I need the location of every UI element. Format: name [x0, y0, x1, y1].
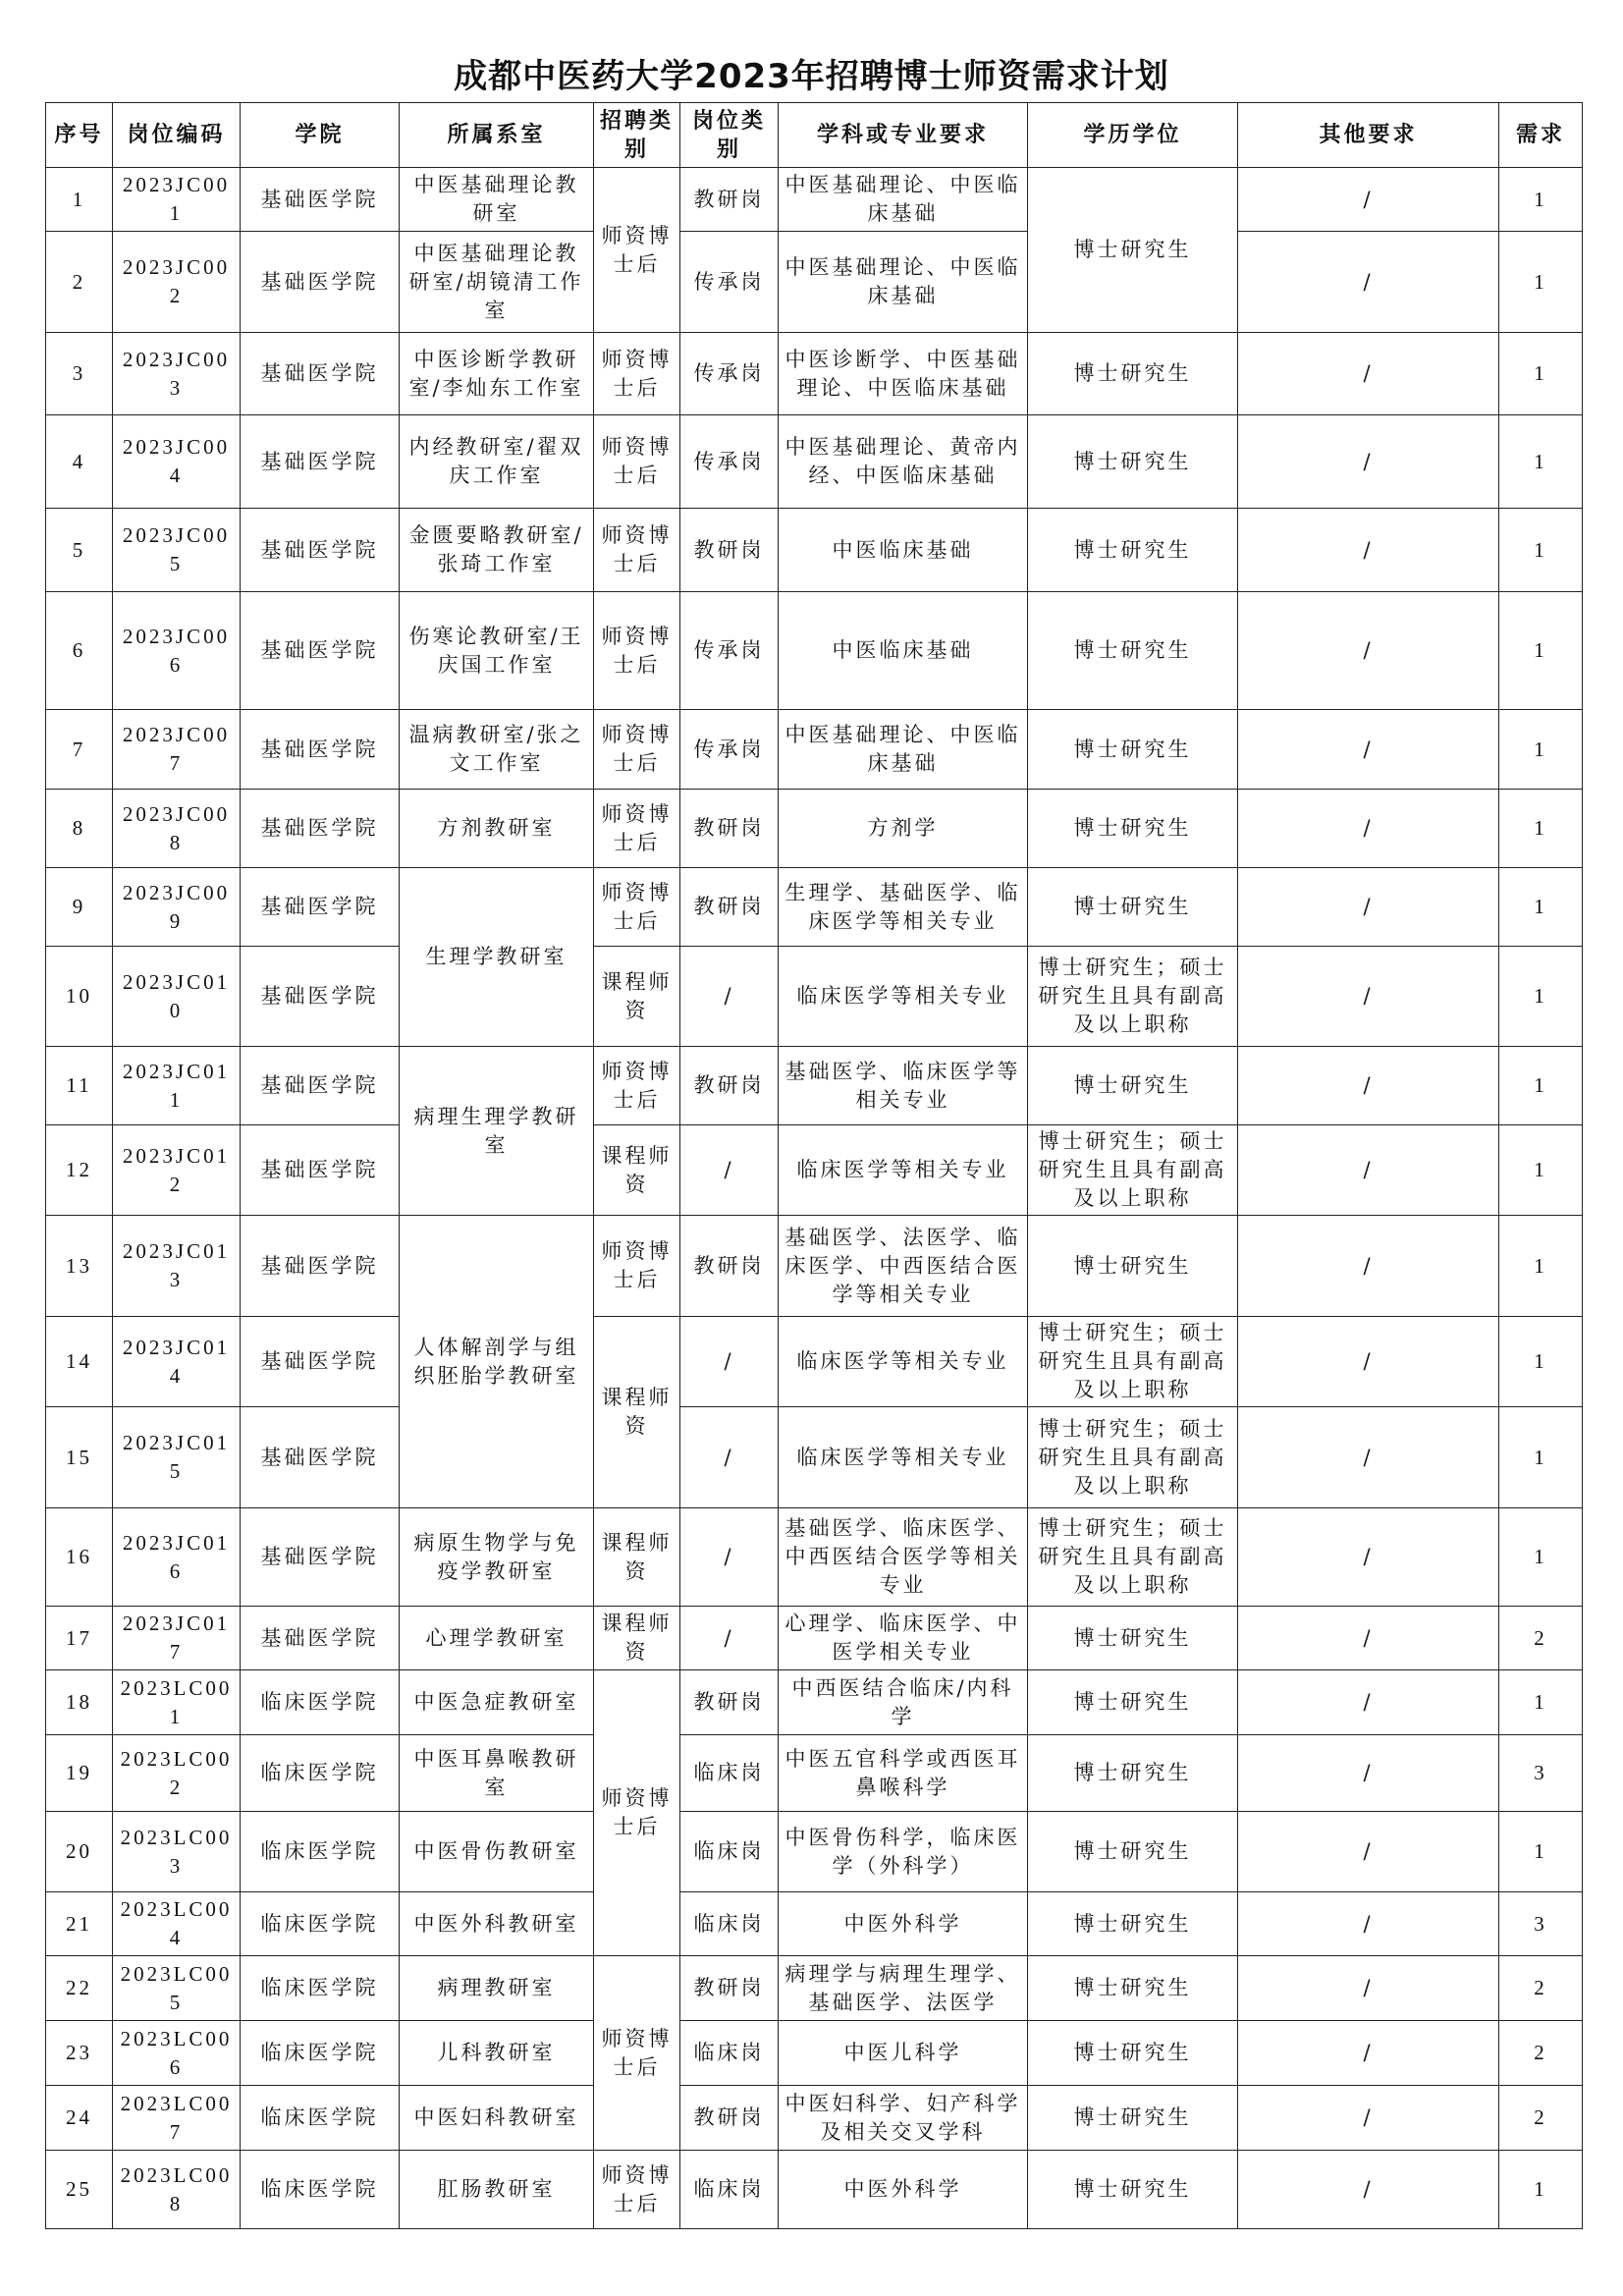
cell-num: 2 — [1499, 2086, 1583, 2151]
cell-other: / — [1238, 1125, 1499, 1216]
table-row — [46, 1892, 1583, 1956]
cell-major: 中医基础理论、中医临床基础 — [779, 232, 1028, 333]
cell-num: 1 — [1499, 1508, 1583, 1607]
cell-code: 2023JC001 — [113, 168, 241, 232]
cell-type: 师资博士后 — [594, 415, 680, 509]
cell-seq: 7 — [46, 710, 113, 790]
cell-post: 教研岗 — [680, 1956, 779, 2021]
cell-type: 师资博士后 — [594, 1047, 680, 1125]
cell-num: 1 — [1499, 333, 1583, 415]
cell-code: 2023JC009 — [113, 868, 241, 947]
cell-type: 师资博士后 — [594, 1956, 680, 2151]
cell-other: / — [1238, 1812, 1499, 1892]
cell-type: 师资博士后 — [594, 1670, 680, 1956]
cell-degree: 博士研究生 — [1028, 790, 1238, 868]
cell-other: / — [1238, 1047, 1499, 1125]
table-row — [46, 415, 1583, 509]
cell-num: 1 — [1499, 509, 1583, 592]
cell-code: 2023LC005 — [113, 1956, 241, 2021]
cell-post: 传承岗 — [680, 710, 779, 790]
cell-major: 临床医学等相关专业 — [779, 1317, 1028, 1407]
cell-num: 1 — [1499, 232, 1583, 333]
cell-degree: 博士研究生 — [1028, 1735, 1238, 1812]
cell-dept: 中医诊断学教研室/李灿东工作室 — [400, 333, 594, 415]
cell-college: 基础医学院 — [241, 790, 400, 868]
cell-code: 2023JC008 — [113, 790, 241, 868]
cell-degree: 博士研究生 — [1028, 592, 1238, 710]
cell-num: 3 — [1499, 1735, 1583, 1812]
cell-college: 基础医学院 — [241, 1047, 400, 1125]
cell-seq: 14 — [46, 1317, 113, 1407]
cell-num: 1 — [1499, 1407, 1583, 1508]
header-cell: 学院 — [241, 103, 400, 168]
cell-major: 基础医学、临床医学等相关专业 — [779, 1047, 1028, 1125]
cell-num: 2 — [1499, 2021, 1583, 2086]
cell-dept: 温病教研室/张之文工作室 — [400, 710, 594, 790]
table-row — [46, 1317, 1583, 1407]
cell-dept: 方剂教研室 — [400, 790, 594, 868]
header-cell: 序号 — [46, 103, 113, 168]
cell-college: 临床医学院 — [241, 1956, 400, 2021]
cell-degree: 博士研究生；硕士研究生且具有副高及以上职称 — [1028, 1407, 1238, 1508]
cell-seq: 12 — [46, 1125, 113, 1216]
cell-dept: 中医妇科教研室 — [400, 2086, 594, 2151]
cell-other: / — [1238, 1317, 1499, 1407]
cell-num: 1 — [1499, 710, 1583, 790]
cell-num: 1 — [1499, 1670, 1583, 1735]
table-row — [46, 1125, 1583, 1216]
cell-major: 心理学、临床医学、中医学相关专业 — [779, 1607, 1028, 1670]
cell-other: / — [1238, 1735, 1499, 1812]
cell-degree: 博士研究生 — [1028, 2021, 1238, 2086]
cell-seq: 21 — [46, 1892, 113, 1956]
cell-code: 2023LC003 — [113, 1812, 241, 1892]
cell-dept: 伤寒论教研室/王庆国工作室 — [400, 592, 594, 710]
cell-num: 1 — [1499, 592, 1583, 710]
cell-major: 临床医学等相关专业 — [779, 1125, 1028, 1216]
header-cell: 学历学位 — [1028, 103, 1238, 168]
cell-seq: 19 — [46, 1735, 113, 1812]
cell-seq: 23 — [46, 2021, 113, 2086]
cell-college: 临床医学院 — [241, 1735, 400, 1812]
cell-seq: 25 — [46, 2151, 113, 2229]
cell-college: 临床医学院 — [241, 2086, 400, 2151]
cell-major: 方剂学 — [779, 790, 1028, 868]
cell-other: / — [1238, 710, 1499, 790]
cell-college: 基础医学院 — [241, 509, 400, 592]
cell-code: 2023LC002 — [113, 1735, 241, 1812]
cell-num: 1 — [1499, 868, 1583, 947]
cell-seq: 5 — [46, 509, 113, 592]
cell-major: 中医儿科学 — [779, 2021, 1028, 2086]
cell-post: 临床岗 — [680, 1892, 779, 1956]
cell-dept: 内经教研室/翟双庆工作室 — [400, 415, 594, 509]
cell-other: / — [1238, 790, 1499, 868]
cell-major: 中医基础理论、黄帝内经、中医临床基础 — [779, 415, 1028, 509]
cell-post: / — [680, 1125, 779, 1216]
cell-post: 临床岗 — [680, 1735, 779, 1812]
cell-code: 2023JC014 — [113, 1317, 241, 1407]
cell-other: / — [1238, 333, 1499, 415]
cell-degree: 博士研究生 — [1028, 710, 1238, 790]
cell-seq: 20 — [46, 1812, 113, 1892]
table-row — [46, 1812, 1583, 1892]
cell-major: 中医外科学 — [779, 1892, 1028, 1956]
cell-degree: 博士研究生 — [1028, 1812, 1238, 1892]
table-row — [46, 1508, 1583, 1607]
cell-type: 课程师资 — [594, 1508, 680, 1607]
cell-post: 传承岗 — [680, 415, 779, 509]
table-row — [46, 2086, 1583, 2151]
cell-major: 临床医学等相关专业 — [779, 947, 1028, 1047]
cell-dept: 病原生物学与免疫学教研室 — [400, 1508, 594, 1607]
cell-degree: 博士研究生；硕士研究生且具有副高及以上职称 — [1028, 1508, 1238, 1607]
cell-post: 传承岗 — [680, 333, 779, 415]
cell-major: 中医五官科学或西医耳鼻喉科学 — [779, 1735, 1028, 1812]
cell-seq: 24 — [46, 2086, 113, 2151]
cell-other: / — [1238, 1407, 1499, 1508]
cell-degree: 博士研究生 — [1028, 1892, 1238, 1956]
header-cell: 需求 — [1499, 103, 1583, 168]
cell-seq: 4 — [46, 415, 113, 509]
cell-code: 2023JC006 — [113, 592, 241, 710]
cell-code: 2023JC004 — [113, 415, 241, 509]
cell-major: 中医妇科学、妇产科学及相关交叉学科 — [779, 2086, 1028, 2151]
cell-dept: 中医基础理论教研室 — [400, 168, 594, 232]
table-row — [46, 232, 1583, 333]
cell-code: 2023LC008 — [113, 2151, 241, 2229]
cell-dept: 肛肠教研室 — [400, 2151, 594, 2229]
cell-code: 2023JC005 — [113, 509, 241, 592]
cell-major: 基础医学、法医学、临床医学、中西医结合医学等相关专业 — [779, 1216, 1028, 1317]
cell-code: 2023JC016 — [113, 1508, 241, 1607]
cell-post: 教研岗 — [680, 509, 779, 592]
cell-dept: 中医骨伤教研室 — [400, 1812, 594, 1892]
cell-code: 2023JC012 — [113, 1125, 241, 1216]
cell-post: 教研岗 — [680, 1670, 779, 1735]
cell-num: 3 — [1499, 1892, 1583, 1956]
cell-post: / — [680, 947, 779, 1047]
cell-degree: 博士研究生 — [1028, 868, 1238, 947]
cell-degree: 博士研究生；硕士研究生且具有副高及以上职称 — [1028, 1125, 1238, 1216]
cell-other: / — [1238, 1892, 1499, 1956]
cell-degree: 博士研究生 — [1028, 2151, 1238, 2229]
cell-post: 传承岗 — [680, 232, 779, 333]
cell-seq: 11 — [46, 1047, 113, 1125]
cell-college: 基础医学院 — [241, 168, 400, 232]
cell-other: / — [1238, 415, 1499, 509]
header-cell: 岗位编码 — [113, 103, 241, 168]
cell-code: 2023JC002 — [113, 232, 241, 333]
cell-type: 师资博士后 — [594, 168, 680, 333]
cell-type: 课程师资 — [594, 1607, 680, 1670]
table-row — [46, 592, 1583, 710]
cell-dept: 中医外科教研室 — [400, 1892, 594, 1956]
cell-major: 生理学、基础医学、临床医学等相关专业 — [779, 868, 1028, 947]
cell-major: 中医诊断学、中医基础理论、中医临床基础 — [779, 333, 1028, 415]
cell-seq: 10 — [46, 947, 113, 1047]
cell-code: 2023LC006 — [113, 2021, 241, 2086]
cell-other: / — [1238, 2151, 1499, 2229]
cell-other: / — [1238, 1607, 1499, 1670]
cell-other: / — [1238, 2021, 1499, 2086]
cell-num: 1 — [1499, 168, 1583, 232]
cell-post: 教研岗 — [680, 168, 779, 232]
cell-major: 中医外科学 — [779, 2151, 1028, 2229]
cell-post: 临床岗 — [680, 2021, 779, 2086]
cell-other: / — [1238, 1508, 1499, 1607]
table-row — [46, 1956, 1583, 2021]
cell-degree: 博士研究生；硕士研究生且具有副高及以上职称 — [1028, 1317, 1238, 1407]
cell-type: 师资博士后 — [594, 1216, 680, 1317]
table-row — [46, 1670, 1583, 1735]
cell-degree: 博士研究生 — [1028, 1956, 1238, 2021]
cell-other: / — [1238, 509, 1499, 592]
table-row — [46, 2151, 1583, 2229]
cell-post: / — [680, 1607, 779, 1670]
table-row — [46, 1735, 1583, 1812]
cell-college: 基础医学院 — [241, 415, 400, 509]
cell-seq: 2 — [46, 232, 113, 333]
cell-seq: 8 — [46, 790, 113, 868]
cell-seq: 6 — [46, 592, 113, 710]
cell-degree: 博士研究生 — [1028, 509, 1238, 592]
cell-code: 2023JC007 — [113, 710, 241, 790]
table-row — [46, 333, 1583, 415]
cell-other: / — [1238, 232, 1499, 333]
cell-degree: 博士研究生 — [1028, 2086, 1238, 2151]
table-row — [46, 1047, 1583, 1125]
cell-other: / — [1238, 592, 1499, 710]
cell-post: 教研岗 — [680, 1216, 779, 1317]
cell-college: 临床医学院 — [241, 2021, 400, 2086]
cell-type: 师资博士后 — [594, 333, 680, 415]
cell-other: / — [1238, 2086, 1499, 2151]
cell-num: 1 — [1499, 1216, 1583, 1317]
table-row — [46, 1407, 1583, 1508]
cell-college: 临床医学院 — [241, 1892, 400, 1956]
cell-seq: 15 — [46, 1407, 113, 1508]
cell-degree: 博士研究生；硕士研究生且具有副高及以上职称 — [1028, 947, 1238, 1047]
cell-college: 基础医学院 — [241, 592, 400, 710]
cell-code: 2023LC007 — [113, 2086, 241, 2151]
cell-seq: 16 — [46, 1508, 113, 1607]
cell-college: 基础医学院 — [241, 232, 400, 333]
cell-type: 师资博士后 — [594, 2151, 680, 2229]
cell-code: 2023JC013 — [113, 1216, 241, 1317]
cell-college: 基础医学院 — [241, 1317, 400, 1407]
cell-num: 2 — [1499, 1607, 1583, 1670]
cell-dept: 病理教研室 — [400, 1956, 594, 2021]
cell-seq: 22 — [46, 1956, 113, 2021]
cell-num: 1 — [1499, 2151, 1583, 2229]
cell-major: 中医临床基础 — [779, 592, 1028, 710]
cell-major: 中医临床基础 — [779, 509, 1028, 592]
cell-seq: 13 — [46, 1216, 113, 1317]
cell-code: 2023JC017 — [113, 1607, 241, 1670]
cell-college: 基础医学院 — [241, 710, 400, 790]
cell-dept: 人体解剖学与组织胚胎学教研室 — [400, 1216, 594, 1508]
table-row — [46, 710, 1583, 790]
cell-seq: 3 — [46, 333, 113, 415]
cell-major: 中医基础理论、中医临床基础 — [779, 710, 1028, 790]
cell-post: / — [680, 1508, 779, 1607]
cell-college: 基础医学院 — [241, 947, 400, 1047]
table-row — [46, 1216, 1583, 1317]
table-row — [46, 790, 1583, 868]
cell-code: 2023JC010 — [113, 947, 241, 1047]
table-body — [46, 168, 1583, 2229]
cell-degree: 博士研究生 — [1028, 333, 1238, 415]
cell-college: 基础医学院 — [241, 1125, 400, 1216]
cell-num: 1 — [1499, 1317, 1583, 1407]
cell-dept: 中医基础理论教研室/胡镜清工作室 — [400, 232, 594, 333]
cell-dept: 中医耳鼻喉教研室 — [400, 1735, 594, 1812]
table-row — [46, 1607, 1583, 1670]
cell-other: / — [1238, 168, 1499, 232]
cell-num: 1 — [1499, 1047, 1583, 1125]
cell-code: 2023JC003 — [113, 333, 241, 415]
cell-type: 课程师资 — [594, 1317, 680, 1508]
cell-degree: 博士研究生 — [1028, 1216, 1238, 1317]
header-cell: 岗位类别 — [680, 103, 779, 168]
cell-other: / — [1238, 1216, 1499, 1317]
cell-college: 临床医学院 — [241, 2151, 400, 2229]
cell-dept: 病理生理学教研室 — [400, 1047, 594, 1216]
cell-post: / — [680, 1317, 779, 1407]
cell-seq: 18 — [46, 1670, 113, 1735]
table-row — [46, 2021, 1583, 2086]
cell-num: 1 — [1499, 1812, 1583, 1892]
cell-other: / — [1238, 1670, 1499, 1735]
table-row — [46, 168, 1583, 232]
cell-code: 2023LC004 — [113, 1892, 241, 1956]
cell-college: 基础医学院 — [241, 868, 400, 947]
cell-post: 临床岗 — [680, 2151, 779, 2229]
cell-dept: 中医急症教研室 — [400, 1670, 594, 1735]
cell-college: 基础医学院 — [241, 333, 400, 415]
cell-degree: 博士研究生 — [1028, 415, 1238, 509]
cell-seq: 17 — [46, 1607, 113, 1670]
cell-type: 师资博士后 — [594, 509, 680, 592]
cell-major: 临床医学等相关专业 — [779, 1407, 1028, 1508]
cell-post: 教研岗 — [680, 1047, 779, 1125]
cell-dept: 儿科教研室 — [400, 2021, 594, 2086]
recruitment-table — [45, 102, 1583, 2229]
cell-dept: 心理学教研室 — [400, 1607, 594, 1670]
cell-college: 基础医学院 — [241, 1407, 400, 1508]
table-row — [46, 868, 1583, 947]
cell-major: 中西医结合临床/内科学 — [779, 1670, 1028, 1735]
header-cell: 学科或专业要求 — [779, 103, 1028, 168]
cell-other: / — [1238, 868, 1499, 947]
table-row — [46, 947, 1583, 1047]
cell-dept: 金匮要略教研室/张琦工作室 — [400, 509, 594, 592]
cell-post: 教研岗 — [680, 790, 779, 868]
cell-num: 1 — [1499, 790, 1583, 868]
cell-type: 师资博士后 — [594, 592, 680, 710]
cell-code: 2023LC001 — [113, 1670, 241, 1735]
cell-college: 基础医学院 — [241, 1607, 400, 1670]
page-title: 成都中医药大学2023年招聘博士师资需求计划 — [454, 57, 1169, 96]
cell-college: 临床医学院 — [241, 1812, 400, 1892]
cell-major: 中医骨伤科学，临床医学（外科学） — [779, 1812, 1028, 1892]
cell-post: 教研岗 — [680, 2086, 779, 2151]
cell-num: 2 — [1499, 1956, 1583, 2021]
cell-type: 师资博士后 — [594, 790, 680, 868]
cell-seq: 1 — [46, 168, 113, 232]
cell-type: 课程师资 — [594, 1125, 680, 1216]
cell-num: 1 — [1499, 947, 1583, 1047]
cell-post: / — [680, 1407, 779, 1508]
cell-code: 2023JC011 — [113, 1047, 241, 1125]
header-row — [46, 103, 1583, 168]
cell-code: 2023JC015 — [113, 1407, 241, 1508]
cell-college: 临床医学院 — [241, 1670, 400, 1735]
cell-degree: 博士研究生 — [1028, 1047, 1238, 1125]
table-row — [46, 509, 1583, 592]
cell-major: 病理学与病理生理学、基础医学、法医学 — [779, 1956, 1028, 2021]
cell-major: 中医基础理论、中医临床基础 — [779, 168, 1028, 232]
cell-dept: 生理学教研室 — [400, 868, 594, 1047]
header-cell: 所属系室 — [400, 103, 594, 168]
cell-type: 师资博士后 — [594, 710, 680, 790]
cell-type: 课程师资 — [594, 947, 680, 1047]
cell-major: 基础医学、临床医学、中西医结合医学等相关专业 — [779, 1508, 1028, 1607]
cell-degree: 博士研究生 — [1028, 168, 1238, 333]
cell-college: 基础医学院 — [241, 1508, 400, 1607]
cell-post: 传承岗 — [680, 592, 779, 710]
cell-post: 教研岗 — [680, 868, 779, 947]
cell-type: 师资博士后 — [594, 868, 680, 947]
cell-num: 1 — [1499, 1125, 1583, 1216]
cell-degree: 博士研究生 — [1028, 1670, 1238, 1735]
cell-post: 临床岗 — [680, 1812, 779, 1892]
cell-other: / — [1238, 1956, 1499, 2021]
cell-other: / — [1238, 947, 1499, 1047]
header-cell: 招聘类别 — [594, 103, 680, 168]
cell-num: 1 — [1499, 415, 1583, 509]
cell-college: 基础医学院 — [241, 1216, 400, 1317]
header-cell: 其他要求 — [1238, 103, 1499, 168]
cell-degree: 博士研究生 — [1028, 1607, 1238, 1670]
cell-seq: 9 — [46, 868, 113, 947]
